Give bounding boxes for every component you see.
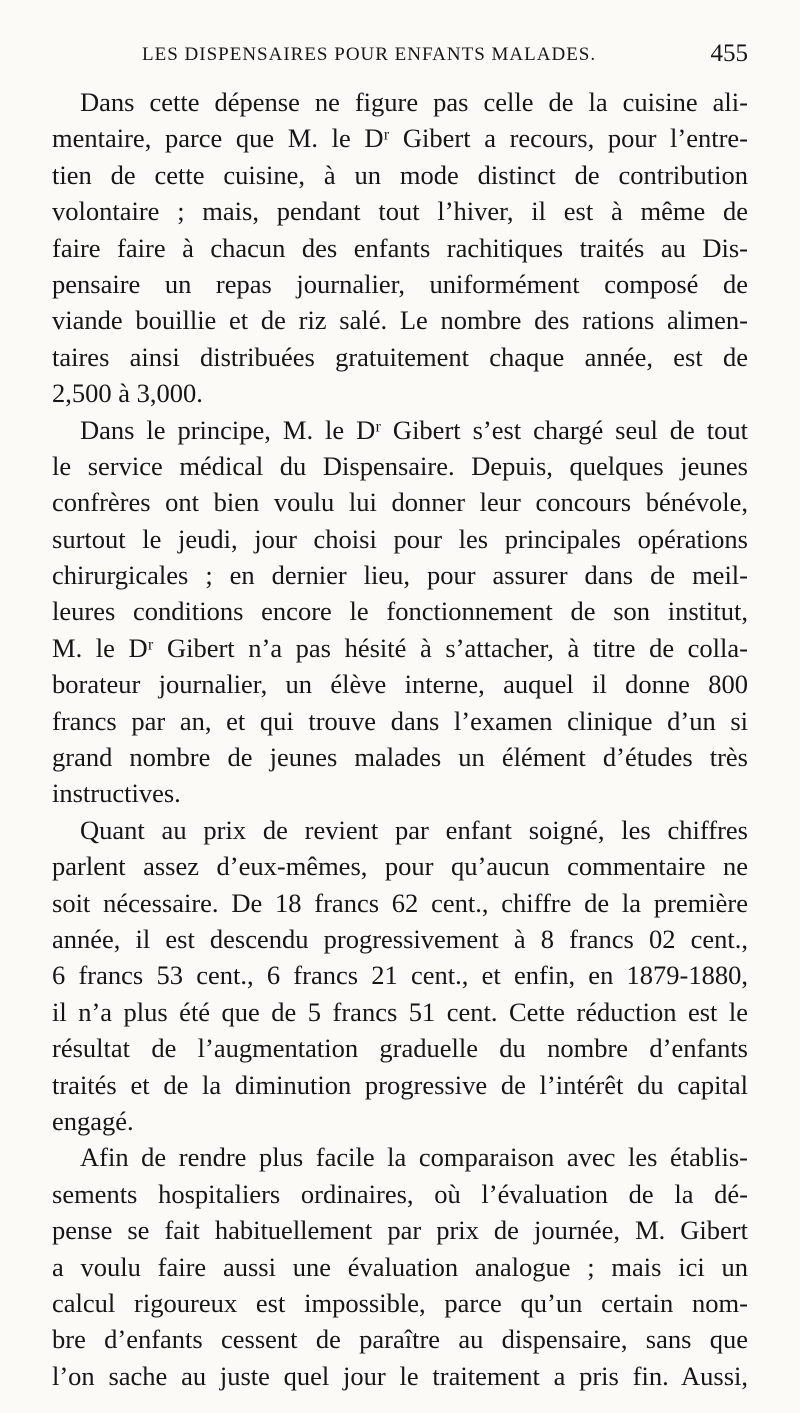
text-line: faire faire à chacun des enfants rachitiques traités au Dis- [52, 232, 748, 263]
text-line: pense se fait habituellement par prix de journée, M. Gibert [52, 1215, 748, 1246]
text-line: soit nécessaire. De 18 francs 62 cent., chiffre de la première [52, 887, 748, 918]
text-line: leures conditions encore le fonctionnement de son institut, [52, 596, 748, 627]
text-line: l’on sache au juste quel jour le traitement a pris fin. Aussi, [52, 1360, 748, 1391]
text-line: borateur journalier, un élève interne, auquel il donne 800 [52, 669, 748, 700]
text-line: confrères ont bien voulu lui donner leur concours bénévole, [52, 487, 748, 518]
text-line: calcul rigoureux est impossible, parce qu’un certain nom- [52, 1287, 748, 1318]
running-head [52, 40, 748, 76]
text-line: viande bouillie et de riz salé. Le nombre des rations alimen- [52, 305, 748, 336]
text-line: 2,500 à 3,000. [52, 378, 203, 409]
text-line: résultat de l’augmentation graduelle du nombre d’enfants [52, 1033, 748, 1064]
text-line: traités et de la diminution progressive de l’intérêt du capital [52, 1069, 748, 1100]
text-line: 6 francs 53 cent., 6 francs 21 cent., et enfin, en 1879-1880, [52, 960, 748, 991]
text-line: bre d’enfants cessent de paraître au dispensaire, sans que [52, 1324, 748, 1355]
text-line: Afin de rendre plus facile la comparaison avec les établis- [80, 1142, 748, 1173]
page-number: 455 [710, 40, 748, 67]
text-line: pensaire un repas journalier, uniformément composé de [52, 268, 748, 299]
text-line: sements hospitaliers ordinaires, où l’évaluation de la dé- [52, 1178, 748, 1209]
text-line: volontaire ; mais, pendant tout l’hiver, il est à même de [52, 196, 748, 227]
text-line: a voulu faire aussi une évaluation analogue ; mais ici un [52, 1251, 748, 1282]
text-line: année, il est descendu progressivement à 8 francs 02 cent., [52, 923, 748, 954]
text-line: il n’a plus été que de 5 francs 51 cent. Cette réduction est le [52, 996, 748, 1027]
text-line: le service médical du Dispensaire. Depuis, quelques jeunes [52, 450, 748, 481]
text-line: taires ainsi distribuées gratuitement chaque année, est de [52, 341, 748, 372]
text-line: parlent assez d’eux-mêmes, pour qu’aucun commentaire ne [52, 851, 748, 882]
text-line: engagé. [52, 1105, 134, 1136]
running-title: LES DISPENSAIRES POUR ENFANTS MALADES. [142, 44, 597, 65]
text-line: Dans le principe, M. le Dʳ Gibert s’est chargé seul de tout [80, 414, 748, 445]
text-line: surtout le jeudi, jour choisi pour les principales opérations [52, 523, 748, 554]
text-line: Quant au prix de revient par enfant soigné, les chiffres [80, 814, 748, 845]
text-line: francs par an, et qui trouve dans l’examen clinique d’un si [52, 705, 748, 736]
text-line: mentaire, parce que M. le Dʳ Gibert a recours, pour l’entre- [52, 123, 748, 154]
text-line: tien de cette cuisine, à un mode distinct de contribution [52, 159, 748, 190]
text-line: instructives. [52, 778, 181, 809]
text-line: grand nombre de jeunes malades un élément d’études très [52, 742, 748, 773]
body-text [52, 84, 748, 1394]
text-line: chirurgicales ; en dernier lieu, pour assurer dans de meil- [52, 560, 748, 591]
text-line: M. le Dʳ Gibert n’a pas hésité à s’attacher, à titre de colla- [52, 632, 748, 663]
text-line: Dans cette dépense ne figure pas celle de la cuisine ali- [80, 87, 748, 117]
